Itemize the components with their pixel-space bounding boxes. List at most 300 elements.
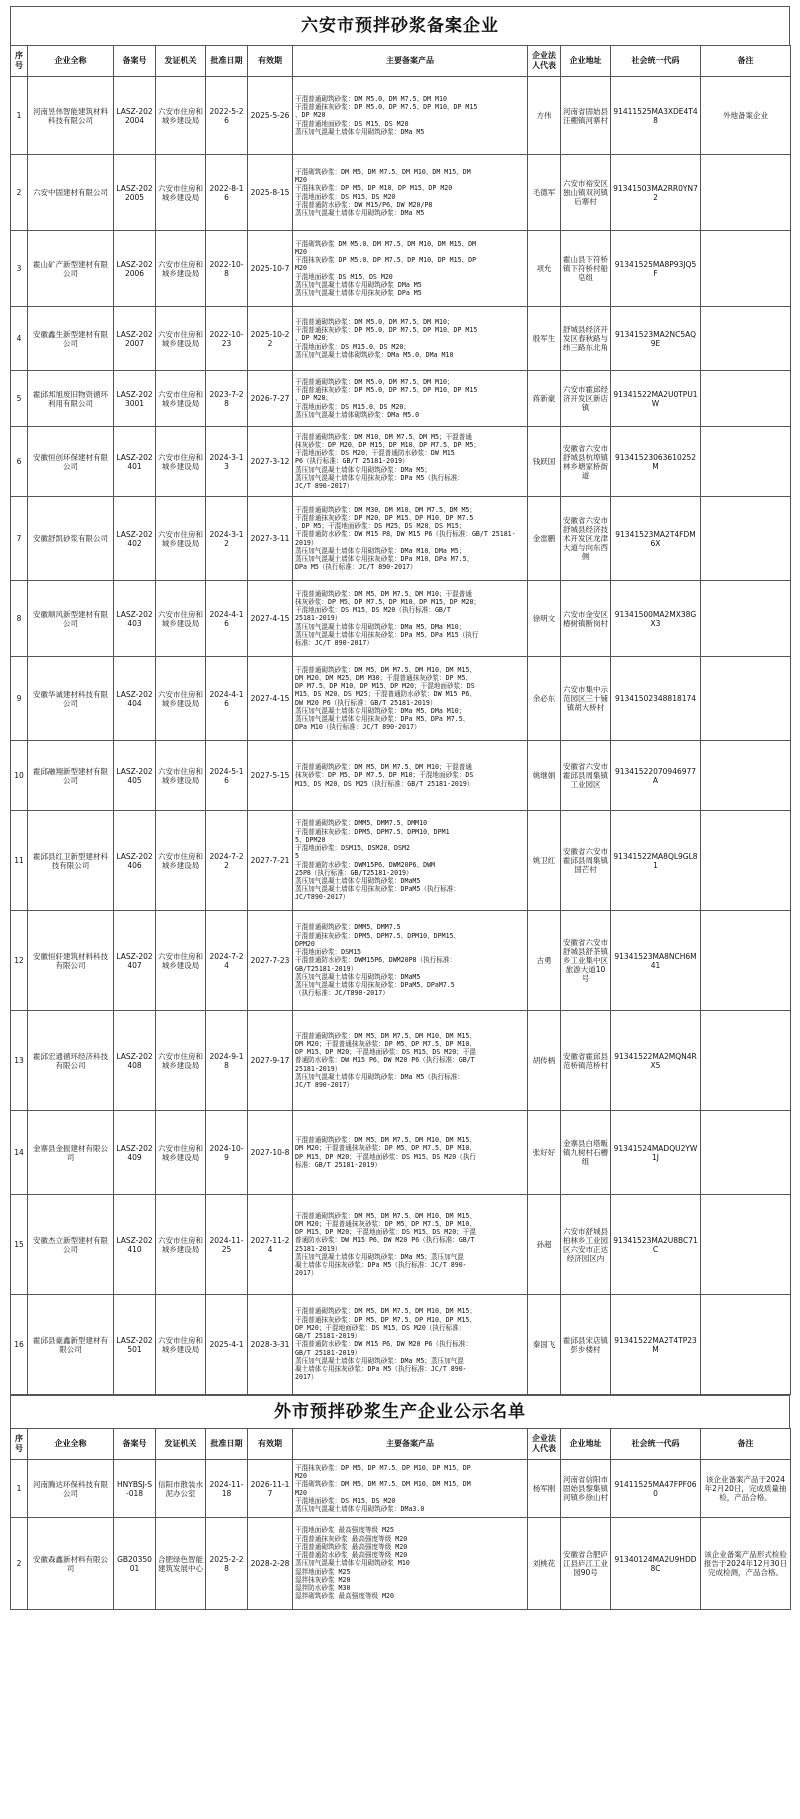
company-address: 安徽省六安市舒城县杭埠镇林乡塘家桥街道 (561, 427, 611, 497)
main-products (293, 427, 528, 497)
record-number: LASZ-202404 (114, 657, 156, 741)
product-line: 干混地面砂浆：DS M15、DS M20 (295, 1496, 396, 1505)
product-line: JC/T890-2017） (295, 893, 350, 902)
product-line: 干混抹灰砂浆：DP M5、DP M7.5、DP M10、DP M15、DP (295, 1463, 471, 1472)
product-line: 蒸压加气混凝土墙体专用抹灰砂浆：DPa M5、DPa M15（执行 (295, 630, 479, 639)
product-line: 凝土墙体专用抹灰砂浆：DPa M5（执行标准：JC/T 890- (295, 1365, 467, 1374)
product-line: 抹灰砂浆：DP M5、DP M7.5、DP M10；干混地面砂浆：DS (295, 771, 474, 780)
row-number: 1 (11, 77, 28, 155)
product-line: 干混普通抹灰砂浆：DP M5.0、DP M7.5、DP M10、DP M15 (295, 386, 478, 395)
company-address: 六安市裕安区独山镇双河镇后寨村 (561, 155, 611, 231)
product-line: 抹灰砂浆：DP M20、DP M15、DP M10、DP M7.5、DP M5； (295, 440, 481, 449)
product-line: DP M15、DP M20；干混地面砂浆：DS M15、DS M20；干混 (295, 1228, 476, 1237)
approval-date: 2023-7-28 (206, 371, 248, 427)
credit-code: 91341523063610252M (611, 427, 701, 497)
remark: 外地备案企业 (701, 77, 791, 155)
approval-date: 2024-7-22 (206, 811, 248, 911)
row-number: 9 (11, 657, 28, 741)
main-products (293, 811, 528, 911)
product-line: 干混普通砌筑砂浆：DMM5、DMM7.5、DMM10 (295, 819, 428, 828)
valid-until: 2027-5-15 (248, 741, 293, 811)
product-line: 湿拌抹灰砂浆 M20 (295, 1575, 351, 1584)
legal-representative: 杨军刚 (528, 1460, 561, 1518)
approval-date: 2022-5-26 (206, 77, 248, 155)
issuing-authority: 六安市住房和城乡建设局 (156, 811, 206, 911)
record-number: LASZ-2022007 (114, 307, 156, 371)
row-number: 14 (11, 1111, 28, 1195)
approval-date: 2025-2-28 (206, 1518, 248, 1610)
product-line: 、DP M20； (295, 334, 333, 343)
col-header: 备注 (701, 1429, 791, 1460)
credit-code: 91341525MA8P93JQ5F (611, 231, 701, 307)
product-line: 干混地面砂浆：DSM15 (295, 948, 362, 957)
product-line: 干混普通砌筑砂浆：DM M5.0、DM M7.5、DM M10； (295, 377, 454, 386)
product-line: DPa M10（执行标准：JC/T 890-2017） (295, 723, 421, 732)
valid-until: 2027-7-21 (248, 811, 293, 911)
document-page (10, 6, 790, 1610)
row-number: 3 (11, 231, 28, 307)
record-number: LASZ-202410 (114, 1195, 156, 1295)
product-line: DM M20；干混普通抹灰砂浆：DP M5、DP M7.5、DP M10、 (295, 1144, 476, 1153)
product-line: 干混普通防水砂浆 最高强度等级 M20 (295, 1551, 408, 1560)
remark (701, 231, 791, 307)
company-name: 安徽舒凯砂浆有限公司 (28, 497, 114, 581)
product-line: 干混普通防水砂浆：DW M15 P8、DW M15 P6（执行标准：GB/T 25181- (295, 530, 516, 539)
product-line: 蒸压加气混凝土墙体专用砌筑砂浆 DMa M5 (295, 280, 422, 289)
approval-date: 2024-3-12 (206, 497, 248, 581)
product-line: 湿拌地面砂浆 M25 (295, 1567, 351, 1576)
product-line: DM M20、DM M25、DM M30；干混普通抹灰砂浆：DP M5、 (295, 673, 473, 682)
product-line: 干混地面砂浆 最高强度等级 M25 (295, 1526, 394, 1535)
table-row (11, 497, 791, 581)
col-header: 序号 (11, 1429, 28, 1460)
col-header: 主要备案产品 (293, 1429, 528, 1460)
legal-representative: 古勇 (528, 911, 561, 1011)
valid-until: 2025-10-7 (248, 231, 293, 307)
legal-representative: 殷军生 (528, 307, 561, 371)
credit-code: 91341522070946977A (611, 741, 701, 811)
company-address: 安徽省霍邱县范桥镇范桥村 (561, 1011, 611, 1111)
valid-until: 2025-10-22 (248, 307, 293, 371)
product-line: 蒸压加气混凝土墙体专用抹灰砂浆：DPaM5（执行标准： (295, 885, 460, 894)
main-products (293, 1518, 528, 1610)
row-number: 12 (11, 911, 28, 1011)
product-line: 干混普通防水砂浆：DW M15/P6、DW M20/P8 (295, 200, 433, 209)
record-number: LASZ-2022006 (114, 231, 156, 307)
main-products (293, 581, 528, 657)
table-row (11, 1518, 791, 1610)
product-line: 干混地面砂浆：DS M15、DS M20（执行标准：GB/T (295, 606, 451, 615)
product-line: 干混砌筑砂浆 DM M5.0、DM M7.5、DM M10、DM M15、DM (295, 239, 477, 248)
approval-date: 2022-8-16 (206, 155, 248, 231)
table-row (11, 155, 791, 231)
product-line: 、DP M20 (295, 111, 326, 120)
company-name: 六安中固建材有限公司 (28, 155, 114, 231)
product-line: 蒸压加气混凝土墙体砌筑砂浆：DMa M5.0 (295, 410, 420, 419)
record-number: LASZ-202407 (114, 911, 156, 1011)
main-products (293, 1195, 528, 1295)
issuing-authority: 六安市住房和城乡建设局 (156, 741, 206, 811)
valid-until: 2027-4-15 (248, 657, 293, 741)
product-line: 湿拌砌筑砂浆 最高强度等级 M20 (295, 1592, 394, 1601)
main-products (293, 497, 528, 581)
main-products (293, 231, 528, 307)
section1-body (11, 77, 791, 1395)
col-header: 社会统一代码 (611, 46, 701, 77)
issuing-authority: 六安市住房和城乡建设局 (156, 155, 206, 231)
record-number: LASZ-202501 (114, 1295, 156, 1395)
remark (701, 741, 791, 811)
product-line: 蒸压加气混凝土墙体专用砌筑砂浆：DMa M10、DMa M5； (295, 546, 466, 555)
record-number: HNYBSJ-S-018 (114, 1460, 156, 1518)
record-number: LASZ-202405 (114, 741, 156, 811)
product-line: JC/T 890-2017） (295, 482, 354, 491)
product-line: M20 (295, 176, 307, 185)
product-line: 湿拌防水砂浆 M30 (295, 1584, 351, 1593)
product-line: 5 (295, 852, 299, 861)
legal-representative: 张好好 (528, 1111, 561, 1195)
col-header: 主要备案产品 (293, 46, 528, 77)
valid-until: 2027-3-11 (248, 497, 293, 581)
product-line: 干混普通防水砂浆：DW M15 P6、DW M20 P6（执行标准： (295, 1340, 472, 1349)
table-row (11, 1295, 791, 1395)
product-line: 标准：JC/T 890-2017） (295, 639, 373, 648)
product-line: 25P8（执行标准：GB/T25181-2019） (295, 868, 413, 877)
table-row (11, 307, 791, 371)
record-number: LASZ-202406 (114, 811, 156, 911)
col-header: 企业全称 (28, 1429, 114, 1460)
product-line: P6（执行标准：GB/T 25181-2019） (295, 457, 409, 466)
product-line: 25181-2019） (295, 1244, 342, 1253)
valid-until: 2027-9-17 (248, 1011, 293, 1111)
issuing-authority: 六安市住房和城乡建设局 (156, 231, 206, 307)
company-name: 霍邱县豪鑫新型建材有限公司 (28, 1295, 114, 1395)
table-row (11, 811, 791, 911)
issuing-authority: 六安市住房和城乡建设局 (156, 371, 206, 427)
legal-representative: 项允 (528, 231, 561, 307)
company-address: 安徽省六安市霍邱县周集镇国芒村 (561, 811, 611, 911)
product-line: 干混普通砌筑砂浆：DM M5、DM M7.5、DM M10、DM M15； (295, 1307, 476, 1316)
record-number: GB2035001 (114, 1518, 156, 1610)
approval-date: 2024-10-9 (206, 1111, 248, 1195)
credit-code: 91341522MA2MQN4RX5 (611, 1011, 701, 1111)
company-address: 霍邱县宋店镇彭步楼村 (561, 1295, 611, 1395)
section2-body (11, 1460, 791, 1610)
product-line: 25181-2019） (295, 1064, 342, 1073)
company-address: 河南省信阳市固始县黎集镇河镇乡徐山村 (561, 1460, 611, 1518)
remark (701, 581, 791, 657)
product-line: 干混地面砂浆：DSM15、DSM20、DSM2 (295, 844, 410, 853)
company-address: 金寨县白塔畈镇九树村石槽组 (561, 1111, 611, 1195)
approval-date: 2022-10-23 (206, 307, 248, 371)
company-name: 安徽鑫生新型建材有限公司 (28, 307, 114, 371)
col-header: 备案号 (114, 1429, 156, 1460)
remark (701, 1111, 791, 1195)
remark (701, 155, 791, 231)
legal-representative: 方伟 (528, 77, 561, 155)
main-products (293, 155, 528, 231)
row-number: 15 (11, 1195, 28, 1295)
credit-code: 91341522MA2U0TPU1W (611, 371, 701, 427)
product-line: M20 (295, 1488, 307, 1497)
product-line: 标准：GB/T 25181-2019） (295, 1160, 381, 1169)
row-number: 1 (11, 1460, 28, 1518)
table-row (11, 231, 791, 307)
remark (701, 657, 791, 741)
valid-until: 2026-11-17 (248, 1460, 293, 1518)
approval-date: 2024-3-13 (206, 427, 248, 497)
product-line: 蒸压加气混凝土墙体专用砌筑砂浆：DMa M5、DMa M10； (295, 622, 466, 631)
legal-representative: 钱跃国 (528, 427, 561, 497)
legal-representative: 姚继娟 (528, 741, 561, 811)
product-line: GB/T 25181-2019） (295, 1332, 362, 1341)
credit-code: 91341502348818174 (611, 657, 701, 741)
product-line: 蒸压加气混凝土墙体专用抹灰砂浆：DPa M5、DPa M7.5、 (295, 714, 470, 723)
product-line: DM M20；干混普通抹灰砂浆：DP M5、DP M7.5、DP M10、 (295, 1219, 476, 1228)
product-line: 蒸压加气混凝土墙体专用砌筑砂浆：DMa M5；蒸压加气混 (295, 1356, 464, 1365)
legal-representative: 毛德军 (528, 155, 561, 231)
product-line: 蒸压加气混凝土墙体专用砌筑砂浆：DMa M5（执行标准： (295, 1072, 464, 1081)
record-number: LASZ-202403 (114, 581, 156, 657)
main-products (293, 1295, 528, 1395)
valid-until: 2027-11-24 (248, 1195, 293, 1295)
section1-header-row (11, 46, 791, 77)
issuing-authority: 六安市住房和城乡建设局 (156, 911, 206, 1011)
product-line: 干混普通抹灰砂浆：DP M5.0、DP M7.5、DP M10、DP M15 (295, 103, 478, 112)
product-line: 干混抹灰砂浆：DP M5、DP M10、DP M15、DP M20 (295, 184, 453, 193)
remark (701, 427, 791, 497)
col-header: 企业地址 (561, 1429, 611, 1460)
issuing-authority: 六安市住房和城乡建设局 (156, 581, 206, 657)
credit-code: 91341503MA2RR0YN72 (611, 155, 701, 231)
valid-until: 2027-4-15 (248, 581, 293, 657)
product-line: 干混抹灰砂浆 DP M5.0、DP M7.5、DP M10、DP M15、DP (295, 256, 477, 265)
issuing-authority: 六安市住房和城乡建设局 (156, 497, 206, 581)
col-header: 企业全称 (28, 46, 114, 77)
company-address: 六安市金安区椿树镇断岗村 (561, 581, 611, 657)
product-line: 干混地面砂浆：DS M20；干混普通防水砂浆：DW M15 (295, 449, 455, 458)
col-header: 企业法人代表 (528, 1429, 561, 1460)
credit-code: 91411525MA47FPF060 (611, 1460, 701, 1518)
col-header: 发证机关 (156, 46, 206, 77)
product-line: 干混普通抹灰砂浆：DP M5、DP M7.5、DP M10、DP M15、 (295, 1315, 476, 1324)
credit-code: 91341522MA8QL9GL81 (611, 811, 701, 911)
product-line: 抹灰砂浆：DP M5、DP M7.5、DP M10、DP M15、DP M20； (295, 597, 481, 606)
product-line: M20 (295, 1472, 307, 1481)
main-products (293, 1111, 528, 1195)
product-line: 干混普通抹灰砂浆 最高强度等级 M20 (295, 1534, 408, 1543)
remark (701, 497, 791, 581)
legal-representative: 余必东 (528, 657, 561, 741)
valid-until: 2028-3-31 (248, 1295, 293, 1395)
approval-date: 2024-4-16 (206, 657, 248, 741)
valid-until: 2025-8-15 (248, 155, 293, 231)
remark (701, 1295, 791, 1395)
record-number: LASZ-2022004 (114, 77, 156, 155)
valid-until: 2027-3-12 (248, 427, 293, 497)
credit-code: 91341523MA2T4FDM6X (611, 497, 701, 581)
issuing-authority: 六安市住房和城乡建设局 (156, 427, 206, 497)
issuing-authority: 六安市住房和城乡建设局 (156, 1011, 206, 1111)
row-number: 7 (11, 497, 28, 581)
company-address: 安徽省合肥庐江县庐江工业园90号 (561, 1518, 611, 1610)
approval-date: 2024-5-16 (206, 741, 248, 811)
product-line: 干混普通抹灰砂浆：DP M5.0、DP M7.5、DP M10、DP M15 (295, 326, 478, 335)
product-line: 干混普通砌筑砂浆：DM M5.0、DM M7.5、DM M10； (295, 317, 454, 326)
product-line: 蒸压加气混凝土墙体专用抹灰砂浆：DPa M5（执行标准： (295, 473, 464, 482)
row-number: 11 (11, 811, 28, 911)
legal-representative: 刘桃花 (528, 1518, 561, 1610)
company-name: 金寨县金振建材有限公司 (28, 1111, 114, 1195)
product-line: M20 (295, 247, 307, 256)
product-line: （执行标准：JC/T890-2017） (295, 989, 389, 998)
valid-until: 2028-2-28 (248, 1518, 293, 1610)
product-line: 蒸压加气混凝土墙体专用砌筑砂浆 M10 (295, 1559, 410, 1568)
product-line: 蒸压加气混凝土墙体专用砌筑砂浆：DMaM5 (295, 876, 421, 885)
legal-representative: 蒋新豪 (528, 371, 561, 427)
product-line: 干混地面砂浆 DS M15、DS M20 (295, 272, 393, 281)
product-line: 干混普通抹灰砂浆：DPM5、DPM7.5、DPM10、DPM15、 (295, 931, 461, 940)
issuing-authority: 六安市住房和城乡建设局 (156, 1195, 206, 1295)
company-name: 河南腾达环保科技有限公司 (28, 1460, 114, 1518)
company-name: 霍邱融翔新型建材有限公司 (28, 741, 114, 811)
company-address: 六安市霍邱经济开发区新店镇 (561, 371, 611, 427)
remark (701, 811, 791, 911)
col-header: 序号 (11, 46, 28, 77)
remark (701, 371, 791, 427)
credit-code: 91341522MA2T4TP23M (611, 1295, 701, 1395)
record-number: LASZ-202409 (114, 1111, 156, 1195)
row-number: 16 (11, 1295, 28, 1395)
company-name: 安徽顺风新型建材有限公司 (28, 581, 114, 657)
issuing-authority: 合肥绿色智能建筑发展中心 (156, 1518, 206, 1610)
product-line: M15、DS M20、DS M25（执行标准：GB/T 25181-2019） (295, 779, 474, 788)
product-line: 干混砌筑砂浆：DM M5、DM M7.5、DM M10、DM M15、DM (295, 167, 471, 176)
record-number: LASZ-202402 (114, 497, 156, 581)
product-line: 干混普通砌筑砂浆：DM M5、DM M7.5、DM M10、DM M15、 (295, 1211, 476, 1220)
remark: 该企业备案产品形式检验报告于2024年12月30日完成检测，产品合格。 (701, 1518, 791, 1610)
product-line: DP M20；干混地面砂浆：DS M15、DS M20（执行标准： (295, 1323, 466, 1332)
remark (701, 1011, 791, 1111)
company-address: 安徽省六安市舒城县舒茶镇乡工业集中区旅游大道10号 (561, 911, 611, 1011)
product-line: DW M20 P6（执行标准：GB/T 25181-2019） (295, 698, 437, 707)
legal-representative: 金雷鹏 (528, 497, 561, 581)
remark (701, 1195, 791, 1295)
table-row (11, 1460, 791, 1518)
product-line: 、DP M5；干混地面砂浆：DS M25、DS M20、DS M15； (295, 522, 466, 531)
product-line: 蒸压加气混凝土墙体专用抹灰砂浆 DPa M5 (295, 289, 422, 298)
product-line: 蒸压加气混凝土墙体专用砌筑砂浆：DMa M5 (295, 127, 425, 136)
row-number: 8 (11, 581, 28, 657)
col-header: 有效期 (248, 46, 293, 77)
main-products (293, 741, 528, 811)
credit-code: 91411525MA3XDE4T48 (611, 77, 701, 155)
col-header: 企业法人代表 (528, 46, 561, 77)
product-line: 干混地面砂浆：DS M15.0、DS M20； (295, 402, 410, 411)
product-line: 蒸压加气混凝土墙体专用砌筑砂浆：DMa M5； (295, 465, 431, 474)
product-line: 干混普通防水砂浆：DWM15P6、DWM20P8（执行标准： (295, 956, 457, 965)
company-address: 霍山县下符桥镇下符桥村船皂组 (561, 231, 611, 307)
credit-code: 91341523MA2U8BC71C (611, 1195, 701, 1295)
col-header: 社会统一代码 (611, 1429, 701, 1460)
main-products (293, 307, 528, 371)
row-number: 2 (11, 155, 28, 231)
section1-title: 六安市预拌砂浆备案企业 (10, 6, 790, 45)
legal-representative: 姚卫红 (528, 811, 561, 911)
main-products (293, 371, 528, 427)
valid-until: 2027-7-23 (248, 911, 293, 1011)
issuing-authority: 六安市住房和城乡建设局 (156, 77, 206, 155)
table-row (11, 1195, 791, 1295)
product-line: 普通防水砂浆：DW M15 P6、DW M20 P6（执行标准：GB/T (295, 1056, 475, 1065)
row-number: 13 (11, 1011, 28, 1111)
product-line: 普通防水砂浆：DW M15 P6、DW M20 P6（执行标准：GB/T (295, 1236, 475, 1245)
main-products (293, 657, 528, 741)
company-name: 安徽杰立新型建材有限公司 (28, 1195, 114, 1295)
row-number: 5 (11, 371, 28, 427)
approval-date: 2022-10-8 (206, 231, 248, 307)
table-row (11, 1111, 791, 1195)
section1-table (10, 45, 791, 1395)
col-header: 企业地址 (561, 46, 611, 77)
row-number: 10 (11, 741, 28, 811)
legal-representative: 徐明文 (528, 581, 561, 657)
product-line: GB/T25181-2019） (295, 964, 358, 973)
valid-until: 2026-7-27 (248, 371, 293, 427)
company-address: 六安市舒城县柏林乡工业园区六安市正达经济园区内 (561, 1195, 611, 1295)
product-line: 蒸压加气混凝土墙体砌筑砂浆：DMa M5.0、DMa M10 (295, 350, 454, 359)
product-line: 5、DPM20 (295, 835, 326, 844)
product-line: 蒸压加气混凝土墙体专用砌筑砂浆：DMa M5 (295, 208, 425, 217)
product-line: 干混普通砌筑砂浆 最高强度等级 M20 (295, 1542, 408, 1551)
row-number: 6 (11, 427, 28, 497)
product-line: 干混普通砌筑砂浆：DM M10、DM M7.5、DM M5；干混普通 (295, 432, 472, 441)
product-line: 蒸压加气混凝土墙体专用砌筑砂浆：DMaM5 (295, 972, 421, 981)
product-line: 25181-2019） (295, 614, 342, 623)
table-row (11, 427, 791, 497)
company-name: 河南昱伟智能建筑材料科技有限公司 (28, 77, 114, 155)
record-number: LASZ-202401 (114, 427, 156, 497)
issuing-authority: 六安市住房和城乡建设局 (156, 657, 206, 741)
product-line: DM M20；干混普通抹灰砂浆：DP M5、DP M7.5、DP M10、 (295, 1039, 476, 1048)
credit-code: 91341500MA2MX38GX3 (611, 581, 701, 657)
section2-header-row (11, 1429, 791, 1460)
table-row (11, 581, 791, 657)
product-line: 干混普通地面砂浆：DS M15、DS M20 (295, 119, 409, 128)
company-name: 霍邱县红卫新型建材科技有限公司 (28, 811, 114, 911)
valid-until: 2025-5-26 (248, 77, 293, 155)
credit-code: 91341523MA8NCH6M41 (611, 911, 701, 1011)
issuing-authority: 六安市住房和城乡建设局 (156, 1295, 206, 1395)
product-line: 2017） (295, 1269, 318, 1278)
product-line: 干混普通砌筑砂浆：DMM5、DMM7.5 (295, 923, 401, 932)
company-name: 安徽恒轩建筑材料科技有限公司 (28, 911, 114, 1011)
col-header: 备注 (701, 46, 791, 77)
approval-date: 2025-4-1 (206, 1295, 248, 1395)
legal-representative: 胡传柄 (528, 1011, 561, 1111)
product-line: 干混普通砌筑砂浆：DM M5、DM M7.5、DM M10、DM M15、 (295, 1136, 476, 1145)
table-row (11, 911, 791, 1011)
issuing-authority: 信阳市散装水泥办公室 (156, 1460, 206, 1518)
approval-date: 2024-9-18 (206, 1011, 248, 1111)
main-products (293, 1011, 528, 1111)
product-line: 干混普通防水砂浆：DWM15P6、DWM20P6、DWM (295, 860, 436, 869)
product-line: 干混普通砌筑砂浆：DM M5、DM M7.5、DM M10、DM M15、 (295, 665, 476, 674)
table-row (11, 371, 791, 427)
approval-date: 2024-7-24 (206, 911, 248, 1011)
credit-code: 91340124MA2U9HDD8C (611, 1518, 701, 1610)
record-number: LASZ-2023001 (114, 371, 156, 427)
